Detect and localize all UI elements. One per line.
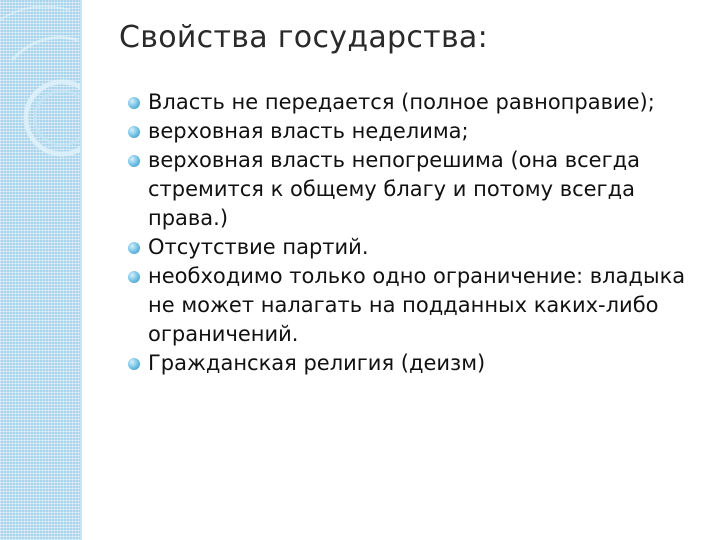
bullet-item [128, 349, 708, 378]
bullet-text: Власть не передается (полное равноправие); [148, 90, 655, 114]
bullet-item [128, 117, 708, 146]
bullet-text: Гражданская религия (деизм) [148, 351, 486, 375]
circle-bullet-icon [128, 97, 140, 109]
sidebar-divider [80, 0, 82, 540]
bullet-text: верховная власть непогрешима (она всегда стремится к общему благу и потому всегда права.) [148, 148, 641, 230]
bullet-item [128, 146, 708, 233]
swirl-decoration-icon [0, 0, 80, 540]
bullet-item [128, 262, 708, 349]
circle-bullet-icon [128, 155, 140, 167]
bullet-list [128, 88, 708, 378]
bullet-text: верховная власть неделима; [148, 119, 469, 143]
bullet-text: необходимо только одно ограничение: владыка не может налагать на подданных каких-либо ограничений. [148, 264, 686, 346]
bullet-item [128, 88, 708, 117]
slide-title: Свойства государства: [119, 20, 489, 55]
bullet-item [128, 233, 708, 262]
circle-bullet-icon [128, 126, 140, 138]
decorative-sidebar [0, 0, 80, 540]
circle-bullet-icon [128, 358, 140, 370]
circle-bullet-icon [128, 271, 140, 283]
circle-bullet-icon [128, 242, 140, 254]
bullet-text: Отсутствие партий. [148, 235, 369, 259]
